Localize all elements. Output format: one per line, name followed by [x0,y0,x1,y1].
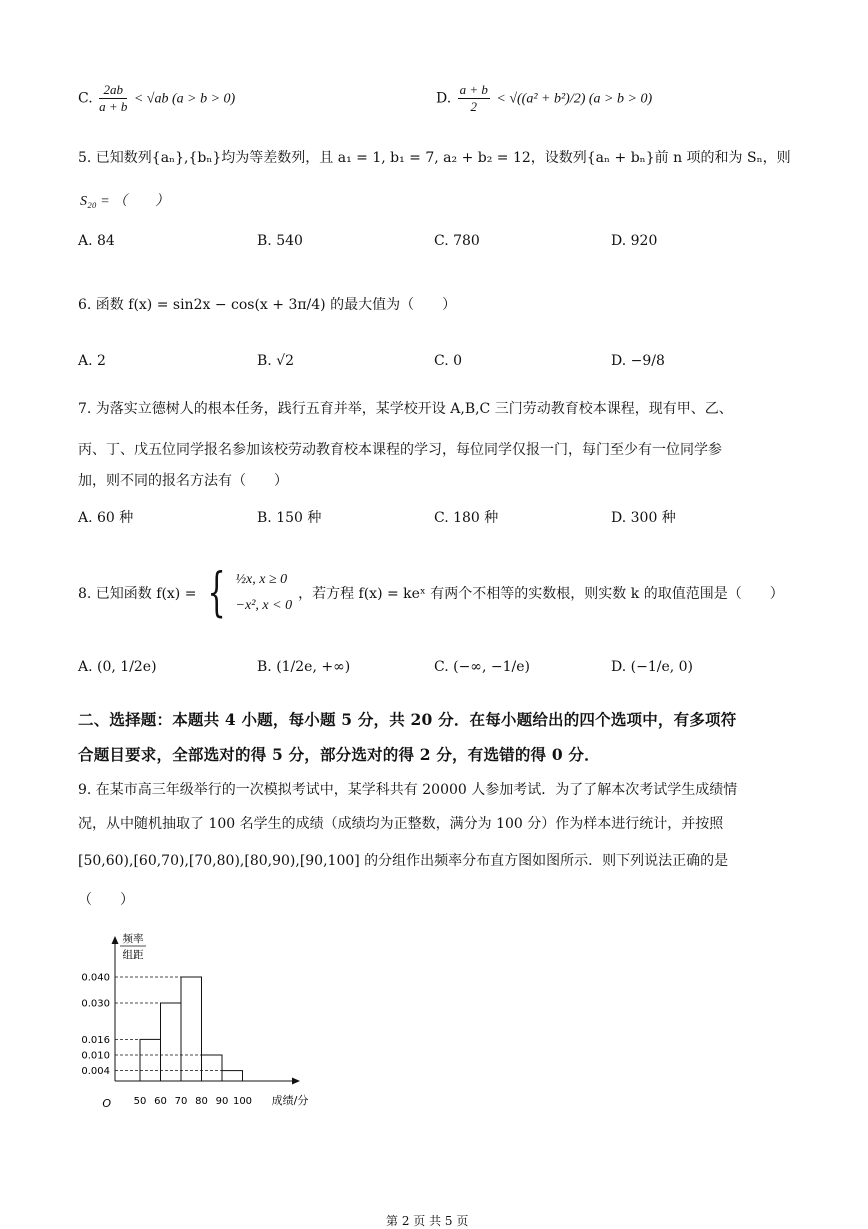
y-axis-label-denominator: 组距 [122,949,144,961]
histogram-bar [140,1039,161,1081]
histogram-bar [202,1055,223,1081]
histogram-bar [161,1003,182,1081]
q4-option-c-den: a + b [99,99,128,114]
y-axis-label-numerator: 频率 [122,933,144,945]
q7-option-a: A. 60 种 [78,510,134,526]
q8-option-a: A. (0, 1/2e) [78,659,157,675]
q8-brace: { [207,563,227,623]
q4-option-d-den: 2 [470,99,478,114]
q7-option-c: C. 180 种 [434,510,499,526]
q9-line1: 9. 在某市高三年级举行的一次模拟考试中，某学科共有 20000 人参加考试．为了了解本次考试学生成绩情 [78,782,738,798]
q6-option-d: D. −9/8 [611,353,665,369]
q6-option-a: A. 2 [78,353,106,369]
x-tick-label: 80 [195,1096,208,1107]
q7-line3: 加，则不同的报名方法有（ ） [78,473,288,489]
q7-option-b: B. 150 种 [257,510,322,526]
q6-option-c: C. 0 [434,353,463,369]
q5-option-b: B. 540 [257,233,303,249]
q6-stem: 6. 函数 f(x) = sin2x − cos(x + 3π/4) 的最大值为（ ） [78,297,457,313]
origin-label: O [102,1097,111,1110]
x-tick-label: 60 [154,1096,167,1107]
x-axis-label: 成绩/分 [271,1094,309,1107]
y-axis-arrow [112,936,119,944]
q4-option-c-rest: < √ab (a > b > 0) [133,91,236,107]
q8-prefix: 8. 已知函数 f(x) = [78,586,197,602]
q4-option-d-label: D. [436,90,452,107]
q8-case2: −x², x < 0 [235,598,293,613]
page-footer: 第 2 页 共 5 页 [386,1214,469,1228]
x-axis-arrow [292,1078,300,1085]
q5-line1: 5. 已知数列{aₙ},{bₙ}均为等差数列，且 a₁ = 1, b₁ = 7, a₂ + b₂ = 12，设数列{aₙ + bₙ}前 n 项的和为 Sₙ，则 [78,150,791,166]
q4-option-c-fraction [99,82,127,115]
y-tick-label: 0.030 [81,998,110,1010]
histogram-bar [222,1071,243,1081]
x-tick-label: 70 [174,1096,188,1107]
q5-option-d: D. 920 [611,233,658,249]
q4-option-c-label: C. [78,90,93,107]
q8-option-b: B. (1/2e, +∞) [257,659,351,675]
y-tick-label: 0.040 [81,972,110,984]
q7-line1: 7. 为落实立德树人的根本任务，践行五育并举，某学校开设 A,B,C 三门劳动教育校本课程，现有甲、乙、 [78,401,733,417]
q4-option-d-rest: < √((a² + b²)/2) (a > b > 0) [496,91,653,107]
q8-suffix: ，若方程 f(x) = keˣ 有两个不相等的实数根，则实数 k 的取值范围是（ ） [298,586,784,602]
y-tick-label: 0.016 [81,1034,110,1046]
histogram-bar [181,977,202,1081]
y-tick-label: 0.004 [81,1066,110,1078]
q8-stem [78,560,784,626]
q8-option-d: D. (−1/e, 0) [611,659,693,675]
x-tick-label: 100 [232,1096,253,1107]
q8-option-c: C. (−∞, −1/e) [434,659,530,675]
frequency-histogram [70,928,340,1118]
q7-line2: 丙、丁、戊五位同学报名参加该校劳动教育校本课程的学习，每位同学仅报一门，每门至少有一位同学参 [78,442,722,458]
q4-option-c-num: 2ab [99,82,127,99]
q7-option-d: D. 300 种 [611,510,676,526]
q6-option-b: B. √2 [257,353,295,369]
q4-option-c [78,82,235,115]
q9-line2: 况，从中随机抽取了 100 名学生的成绩（成绩均为正整数，满分为 100 分）作为样本进行统计，并按照 [78,816,724,832]
q9-line4: （ ） [78,892,134,908]
section2-heading-line2: 合题目要求，全部选对的得 5 分，部分选对的得 2 分，有选错的得 0 分． [78,745,600,764]
section2-heading-line1: 二、选择题：本题共 4 小题，每小题 5 分，共 20 分．在每小题给出的四个选项中，有多项符 [78,710,737,729]
q5-option-c: C. 780 [434,233,480,249]
x-tick-label: 90 [215,1096,229,1107]
q4-option-d [436,82,652,115]
q4-option-d-fraction [458,82,490,115]
q9-line3: [50,60),[60,70),[70,80),[80,90),[90,100] 的分组作出频率分布直方图如图所示．则下列说法正确的是 [78,853,729,869]
q5-line2: S₂₀ = （ ） [80,194,170,209]
q8-cases [236,567,293,619]
q8-case1: ½x, x ≥ 0 [235,572,288,587]
y-tick-label: 0.010 [81,1050,110,1062]
q5-option-a: A. 84 [78,233,115,249]
x-tick-label: 50 [133,1096,147,1107]
q4-option-d-num: a + b [459,82,488,97]
